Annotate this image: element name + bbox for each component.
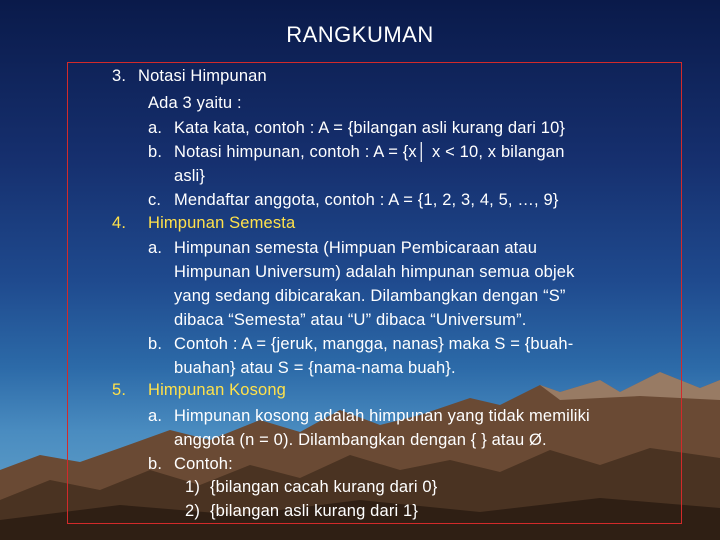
section-4-number: 4. [112,214,127,232]
section-4-item-a-line-1: Himpunan semesta (Himpuan Pembicaraan atau [174,239,538,257]
section-3-item-a-letter: a. [148,119,163,137]
example-1-text: {bilangan cacah kurang dari 0} [210,478,438,496]
section-4-item-b-letter: b. [148,335,163,353]
section-5-number: 5. [112,381,127,399]
section-4-item-b-line-2: buahan} atau S = {nama-nama buah}. [174,359,456,377]
section-3-item-c-letter: c. [148,191,162,209]
section-4-item-a-letter: a. [148,239,163,257]
section-4-item-a-line-3: yang sedang dibicarakan. Dilambangkan dengan “S” [174,287,566,305]
section-5-item-b-letter: b. [148,455,163,473]
section-4-heading: Himpunan Semesta [148,214,296,232]
section-3-intro: Ada 3 yaitu : [148,94,242,112]
section-4-item-a-line-4: dibaca “Semesta” atau “U” dibaca “Universum”. [174,311,527,329]
section-5-item-a-line-2: anggota (n = 0). Dilambangkan dengan { } atau Ø. [174,431,547,449]
page-title: RANGKUMAN [286,22,434,47]
section-4-item-b-line-1: Contoh : A = {jeruk, mangga, nanas} maka S = {buah- [174,335,574,353]
section-5-item-b-line-1: Contoh: [174,455,233,473]
section-5-item-a-line-1: Himpunan kosong adalah himpunan yang tidak memiliki [174,407,590,425]
section-3-item-b-letter: b. [148,143,163,161]
section-4-item-a-line-2: Himpunan Universum) adalah himpunan semua objek [174,263,575,281]
example-2-text: {bilangan asli kurang dari 1} [210,502,418,520]
section-3-item-b-cont: asli} [174,167,206,185]
section-3-number: 3. [112,67,127,85]
section-3-item-a-text: Kata kata, contoh : A = {bilangan asli kurang dari 10} [174,119,566,137]
section-5-heading: Himpunan Kosong [148,381,287,399]
section-3-heading: Notasi Himpunan [138,67,267,85]
section-3-item-b-text: Notasi himpunan, contoh : A = {x│ x < 10, x bilangan [174,143,565,161]
example-1-number: 1) [185,478,200,496]
section-5-item-a-letter: a. [148,407,163,425]
example-2-number: 2) [185,502,200,520]
section-3-item-c-text: Mendaftar anggota, contoh : A = {1, 2, 3, 4, 5, …, 9} [174,191,559,209]
